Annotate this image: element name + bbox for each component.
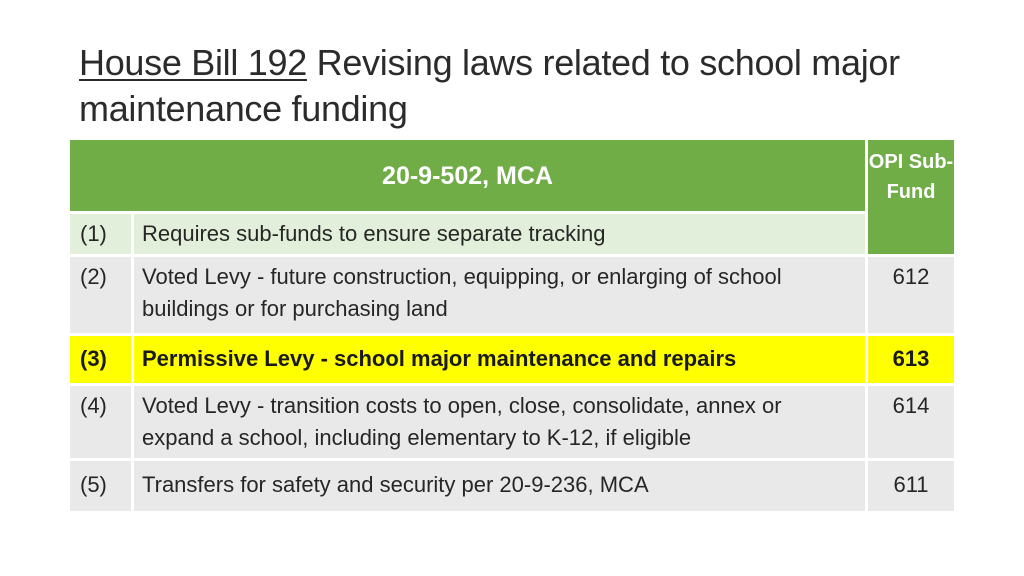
row-1-description: Requires sub-funds to ensure separate tracking xyxy=(134,214,865,254)
row-4-description: Voted Levy - transition costs to open, close, consolidate, annex or expand a school, including elementary to K-12, if eligible xyxy=(134,386,865,458)
slide-title xyxy=(79,40,959,132)
levy-table xyxy=(70,140,954,511)
row-5-number: (5) xyxy=(70,461,131,511)
table-header-sub-fund: OPI Sub-Fund xyxy=(868,140,954,254)
row-4-fund: 614 xyxy=(868,386,954,458)
bill-description: Revising laws related to school major maintenance funding xyxy=(79,42,900,129)
table-header-statute: 20-9-502, MCA xyxy=(70,140,865,211)
row-3-description: Permissive Levy - school major maintenance and repairs xyxy=(134,336,865,383)
row-3-number: (3) xyxy=(70,336,131,383)
row-5-fund: 611 xyxy=(868,461,954,511)
row-2-description: Voted Levy - future construction, equipping, or enlarging of school buildings or for purchasing land xyxy=(134,257,865,333)
row-2-fund: 612 xyxy=(868,257,954,333)
row-2-number: (2) xyxy=(70,257,131,333)
row-1-number: (1) xyxy=(70,214,131,254)
row-4-number: (4) xyxy=(70,386,131,458)
row-3-fund: 613 xyxy=(868,336,954,383)
row-5-description: Transfers for safety and security per 20-9-236, MCA xyxy=(134,461,865,511)
bill-name: House Bill 192 xyxy=(79,42,307,83)
